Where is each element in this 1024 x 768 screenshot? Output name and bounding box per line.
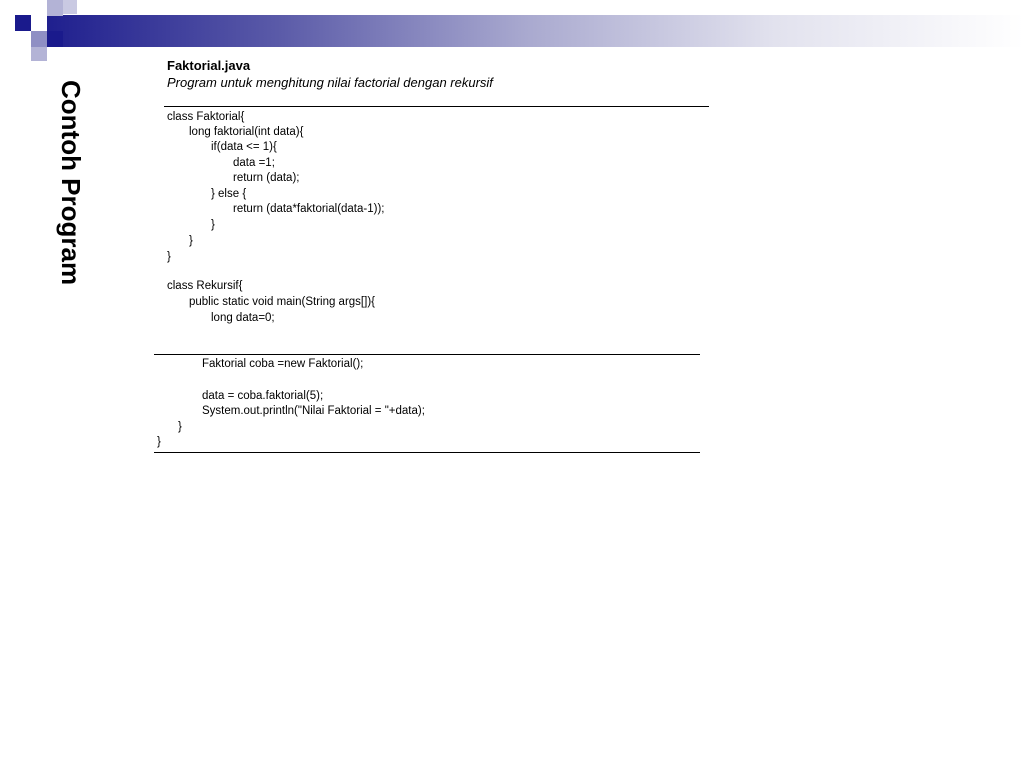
code-clip: [154, 309, 700, 325]
code-panel: [154, 58, 714, 458]
code-line: } else {: [211, 188, 247, 200]
decor-square: [47, 0, 63, 16]
slide-title-text: Contoh Program: [56, 80, 86, 286]
decor-square: [15, 15, 31, 31]
code-line: Faktorial coba =new Faktorial();: [202, 358, 364, 370]
file-name: Faktorial.java: [167, 58, 251, 73]
header-gradient-bar: [28, 15, 1024, 47]
code-line: if(data <= 1){: [211, 141, 277, 153]
slide-title: [52, 80, 92, 310]
code-line: public static void main(String args[]){: [189, 296, 375, 308]
code-line: class Rekursif{: [167, 280, 243, 292]
code-line: return (data);: [233, 172, 300, 184]
decor-square: [47, 31, 63, 47]
code-line: }: [178, 421, 182, 433]
divider-bottom: [154, 452, 700, 453]
code-line: class Faktorial{: [167, 111, 245, 123]
decor-square: [63, 0, 77, 14]
code-line: data = coba.faktorial(5);: [202, 390, 324, 402]
code-line: }: [157, 436, 161, 448]
code-line: }: [189, 235, 193, 247]
code-line: data =1;: [233, 157, 275, 169]
code-line: long data=0;: [211, 312, 275, 324]
file-description: Program untuk menghitung nilai factorial dengan rekursif: [167, 75, 493, 90]
decor-square: [31, 47, 47, 61]
code-line: long faktorial(int data){: [189, 126, 304, 138]
decor-square: [31, 31, 47, 47]
decor-square: [31, 15, 47, 31]
divider-middle: [154, 354, 700, 355]
code-line: return (data*faktorial(data-1));: [233, 203, 385, 215]
code-line: }: [211, 219, 215, 231]
code-line: System.out.println("Nilai Faktorial = "+data);: [202, 405, 425, 417]
divider-top: [164, 106, 709, 107]
decor-square: [15, 31, 31, 47]
code-line: }: [167, 251, 171, 263]
